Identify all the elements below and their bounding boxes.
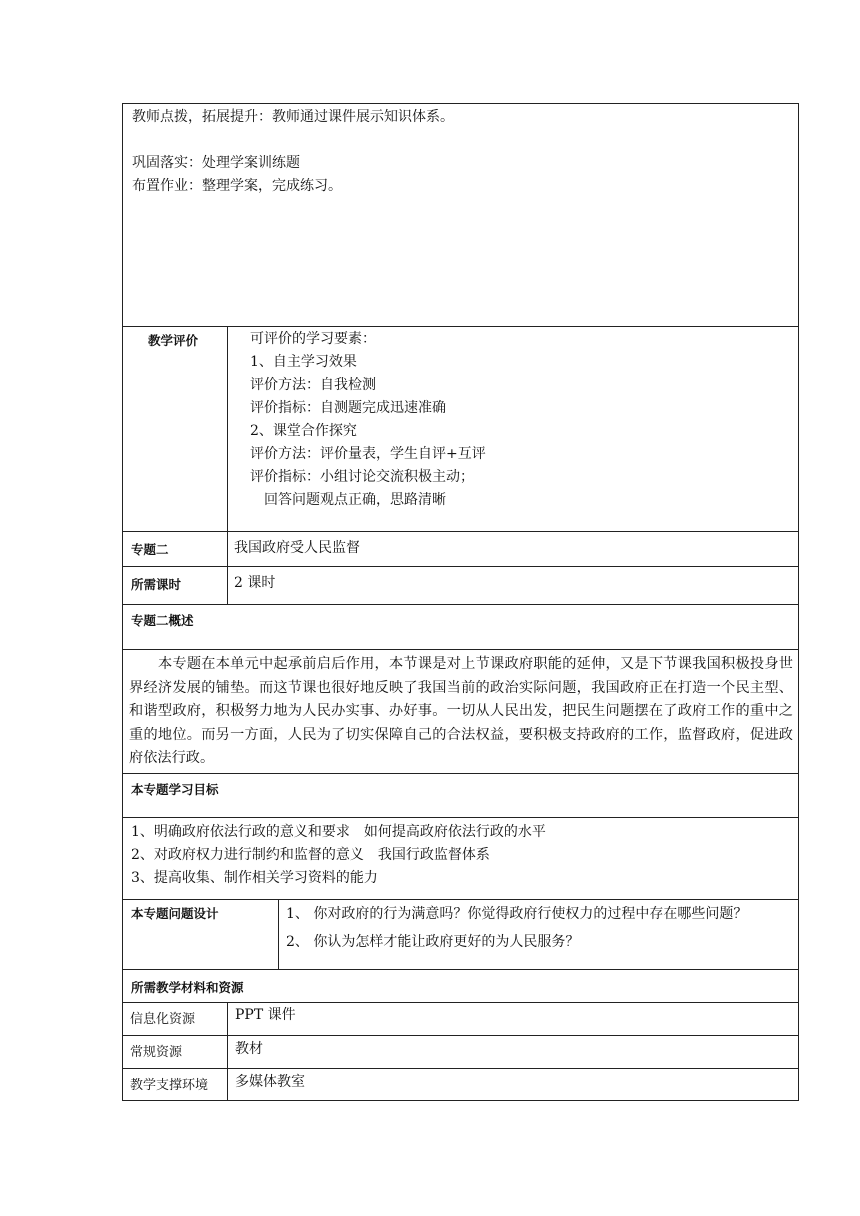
material-row-value: 教材: [235, 1041, 263, 1057]
hours-value-cell: [227, 566, 799, 605]
overview-text: 本专题在本单元中起承前启后作用，本节课是对上节课政府职能的延伸，又是下节课我国积极投身世界经济发展的铺垫。而这节课也很好地反映了我国当前的政治实际问题，我国政府正在打造一个民主型、和谐型政府，积极努力地为人民办实事、办好事。一切从人民出发，把民生问题摆在了政府工作的重中之重的地位。而另一方面，人民为了切实保障自己的合法权益，要积极支持政府的工作，监督政府，促进政府依法行政。: [129, 656, 793, 766]
process-line: 巩固落实：处理学案训练题: [132, 155, 300, 171]
hours-value: 2 课时: [234, 575, 276, 591]
process-line: 教师点拨，拓展提升：教师通过课件展示知识体系。: [132, 109, 454, 125]
evaluation-line: 评价指标：自测题完成迅速准确: [250, 400, 446, 416]
process-line: 布置作业：整理学案，完成练习。: [132, 178, 342, 194]
teaching-process-cell: [122, 103, 799, 327]
material-value-cell: [227, 1068, 799, 1101]
evaluation-line: 评价指标：小组讨论交流积极主动；: [250, 469, 474, 485]
material-row-label: 信息化资源: [130, 1012, 196, 1027]
evaluation-line: 评价方法：自我检测: [250, 377, 376, 393]
overview-header-cell: [122, 604, 799, 650]
material-value-cell: [227, 1002, 799, 1036]
material-row-label: 常规资源: [130, 1045, 183, 1060]
goal-line: 2、对政府权力进行制约和监督的意义 我国行政监督体系: [131, 847, 490, 863]
topic-label: 专题二: [131, 542, 169, 557]
goals-label: 本专题学习目标: [131, 782, 219, 797]
goal-line: 3、提高收集、制作相关学习资料的能力: [131, 870, 378, 886]
questions-label: 本专题问题设计: [131, 906, 219, 921]
hours-label: 所需课时: [131, 577, 182, 592]
evaluation-line: 1、自主学习效果: [250, 354, 357, 370]
evaluation-line: 2、课堂合作探究: [250, 423, 357, 439]
evaluation-line: 可评价的学习要素：: [250, 331, 376, 347]
evaluation-label-cell: [122, 326, 228, 532]
goals-header-cell: [122, 773, 799, 818]
evaluation-label: 教学评价: [148, 333, 199, 348]
topic-value: 我国政府受人民监督: [234, 540, 360, 556]
question-item: 2、 你认为怎样才能让政府更好的为人民服务？: [286, 934, 580, 950]
material-row-value: PPT 课件: [235, 1007, 296, 1023]
question-item: 1、 你对政府的行为满意吗？你觉得政府行使权力的过程中存在哪些问题？: [286, 906, 748, 922]
material-row-label: 教学支撑环境: [130, 1078, 209, 1093]
evaluation-line: 评价方法：评价量表，学生自评+互评: [250, 446, 486, 462]
material-value-cell: [227, 1035, 799, 1069]
overview-label: 专题二概述: [131, 613, 194, 628]
materials-label: 所需教学材料和资源: [131, 980, 244, 995]
goal-line: 1、明确政府依法行政的意义和要求 如何提高政府依法行政的水平: [131, 824, 546, 840]
evaluation-line: 回答问题观点正确，思路清晰: [264, 492, 446, 508]
material-row-value: 多媒体教室: [235, 1074, 305, 1090]
